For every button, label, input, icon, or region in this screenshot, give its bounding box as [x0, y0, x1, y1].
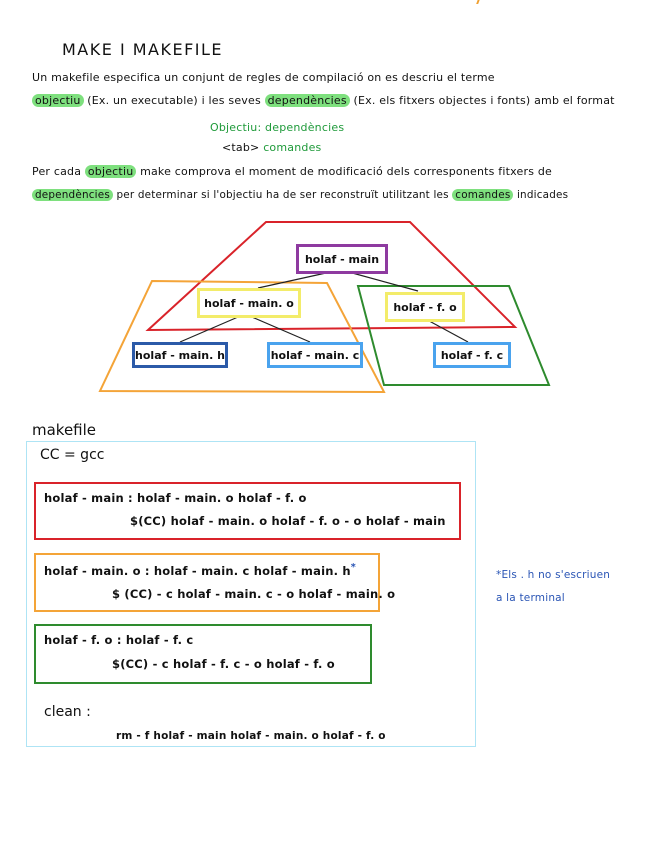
rule1-command-line: $(CC) holaf - main. o holaf - f. o - o holaf - main [130, 514, 446, 528]
keyword-comandes: comandes [452, 189, 513, 201]
rule1-target-line: holaf - main : holaf - main. o holaf - f. o [44, 491, 307, 505]
tab-token: <tab> [222, 141, 260, 154]
side-note-line-2: a la terminal [496, 592, 565, 604]
node-root [296, 244, 388, 274]
node-main-o-label: holaf - main. o [204, 296, 294, 310]
keyword-objectiu-2: objectiu [85, 165, 137, 178]
node-main-o [197, 288, 301, 318]
clean-command: rm - f holaf - main holaf - main. o holaf - f. o [116, 730, 386, 742]
para2-text-d: indicades [516, 189, 569, 201]
node-f-o [385, 292, 465, 322]
node-root-label: holaf - main [304, 252, 380, 266]
side-note-line-1: *Els . h no s'escriuen [496, 569, 611, 581]
intro-text-b: (Ex. els fitxers objectes i fonts) amb el format [353, 94, 615, 107]
edge-left-h [180, 314, 245, 342]
comandes-token: comandes [263, 141, 322, 154]
para2-text-c: per determinar si l'objectiu ha de ser reconstruït utilitzant les [116, 189, 449, 201]
edge-root-right [345, 271, 418, 291]
makefile-heading: makefile [32, 421, 97, 439]
keyword-dependencies: dependències [265, 94, 350, 107]
keyword-objectiu: objectiu [32, 94, 84, 107]
rule3-command-line: $(CC) - c holaf - f. c - o holaf - f. o [112, 657, 335, 671]
dependency-diagram [0, 0, 656, 400]
rule2-command-line: $ (CC) - c holaf - main. c - o holaf - main. o [112, 587, 396, 601]
node-main-h [132, 342, 228, 368]
format-line-1: Objectiu: dependències [210, 121, 345, 134]
rule2-target-line [44, 562, 356, 578]
cc-line: CC = gcc [40, 447, 105, 463]
intro-line-1: Un makefile especifica un conjunt de regles de compilació on es descriu el terme [32, 71, 495, 84]
node-f-c [433, 342, 511, 368]
node-f-o-label: holaf - f. o [393, 300, 457, 314]
rule3-target-line: holaf - f. o : holaf - f. c [44, 633, 194, 647]
node-main-h-label: holaf - main. h [135, 348, 225, 362]
para2-text-b: make comprova el moment de modificació dels corresponents fitxers de [140, 165, 552, 178]
node-main-c [267, 342, 363, 368]
rule2-target-text: holaf - main. o : holaf - main. c holaf - main. h [44, 563, 351, 578]
clean-label: clean : [44, 704, 91, 720]
node-main-c-label: holaf - main. c [270, 348, 360, 362]
page-title: MAKE I MAKEFILE [62, 40, 224, 59]
para2-text-a: Per cada [32, 165, 82, 178]
intro-text-a: (Ex. un executable) i les seves [87, 94, 261, 107]
node-f-c-label: holaf - f. c [440, 348, 504, 362]
keyword-dependencies-2: dependències [32, 189, 113, 201]
rule2-note-star: * [350, 562, 356, 573]
